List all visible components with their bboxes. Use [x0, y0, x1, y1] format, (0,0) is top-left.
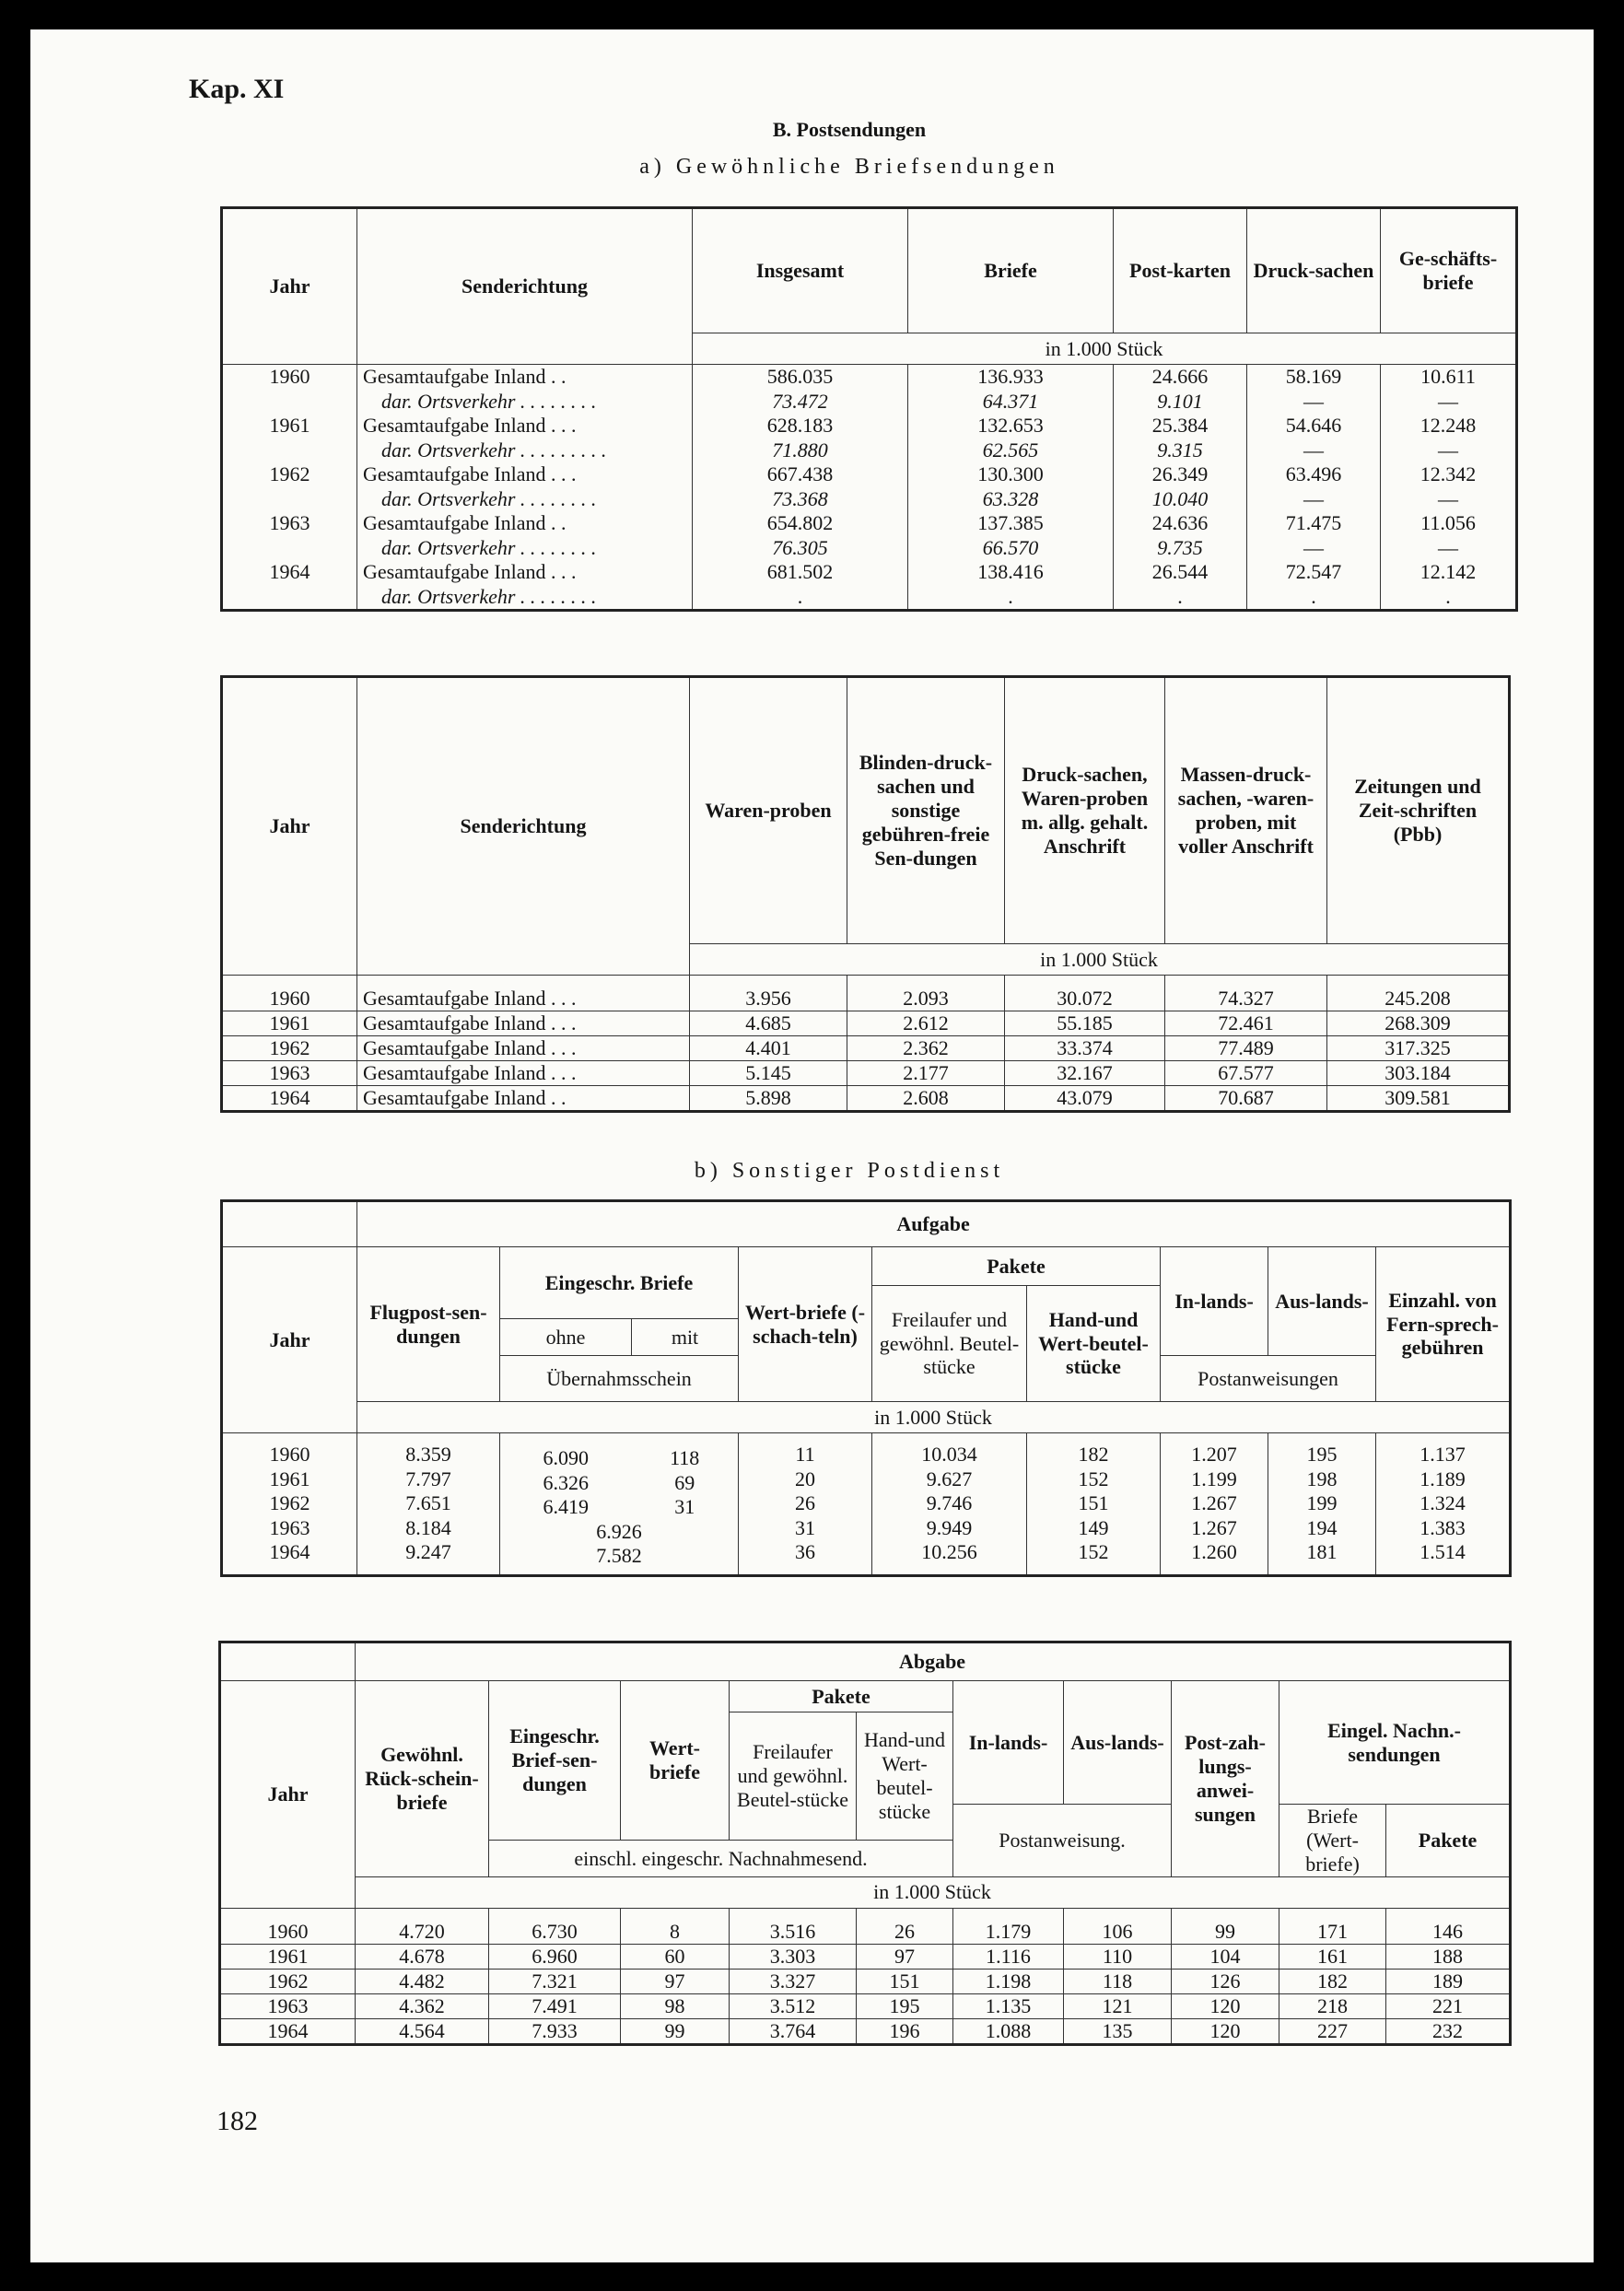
col-massendrucksachen: Massen-druck-sachen, -waren-proben, mit voller Anschrift [1165, 677, 1327, 944]
flugpost-values: 8.359 7.797 7.651 8.184 9.247 [357, 1433, 500, 1576]
years-column: 1960 1961 1962 1963 1964 [222, 365, 357, 611]
briefe-values: 136.933 64.371 132.653 62.565 130.300 63.328 137.385 66.570 138.416 . [908, 365, 1114, 611]
col-inlands: In-lands- [1161, 1247, 1268, 1356]
col-jahr: Jahr [222, 677, 357, 976]
page-number: 182 [216, 2106, 258, 2136]
col-jahr: Jahr [220, 1681, 356, 1909]
header-pakete: Pakete [730, 1681, 953, 1712]
auslands-values: 195 198 199 194 181 [1268, 1433, 1376, 1576]
section-title: B. Postsendungen [772, 118, 927, 141]
header-uebernahmsschein: Übernahmsschein [500, 1356, 739, 1402]
year: 1960 [220, 1908, 356, 1944]
col-wertbriefe: Wert-briefe (-schach-teln) [739, 1247, 872, 1402]
header-einschl: einschl. eingeschr. Nachnahmesend. [489, 1841, 953, 1876]
col-flugpost: Flugpost-sen-dungen [357, 1247, 500, 1402]
col-rueckscheinbriefe: Gewöhnl. Rück-schein-briefe [356, 1681, 489, 1877]
col-drucksachen-allg: Druck-sachen, Waren-proben m. allg. gehalt. Anschrift [1005, 677, 1165, 944]
col-geschaeftsbriefe: Ge-schäfts-briefe [1381, 208, 1517, 333]
header-aufgabe: Aufgabe [357, 1201, 1511, 1247]
col-auslands: Aus-lands- [1268, 1247, 1376, 1356]
subsection-a-title: a) Gewöhnliche Briefsendungen [639, 155, 1059, 179]
header-nachnahmesendungen: Eingel. Nachn.-sendungen [1279, 1681, 1511, 1805]
postkarten-values: 24.666 9.101 25.384 9.315 26.349 10.040 24.636 9.735 26.544 . [1114, 365, 1247, 611]
col-wertbriefe: Wert-briefe [621, 1681, 730, 1841]
col-freilaufer: Freilaufer und gewöhnl. Beutel-stücke [730, 1712, 857, 1841]
col-briefe: Briefe [908, 208, 1114, 333]
handwert-values: 182 152 151 149 152 [1027, 1433, 1161, 1576]
year: 1960 [222, 976, 357, 1011]
inlands-values: 1.207 1.199 1.267 1.267 1.260 [1161, 1433, 1268, 1576]
col-ohne: ohne [500, 1319, 632, 1356]
table-aufgabe [220, 1199, 1512, 1577]
header-pakete: Pakete [872, 1247, 1161, 1286]
col-inlands: In-lands- [953, 1681, 1064, 1805]
col-senderichtung: Senderichtung [357, 208, 693, 365]
col-briefe-wertbriefe: Briefe (Wert-briefe) [1279, 1805, 1386, 1877]
col-eingeschr-briefe: Eingeschr. Briefe [500, 1247, 739, 1319]
unit-label: in 1.000 Stück [357, 1402, 1511, 1433]
col-drucksachen: Druck-sachen [1247, 208, 1381, 333]
years-column: 1960 1961 1962 1963 1964 [222, 1433, 357, 1576]
col-freilaufer: Freilaufer und gewöhnl. Beutel-stücke [872, 1286, 1027, 1402]
col-mit: mit [632, 1319, 739, 1356]
drucksachen-values: 58.169 — 54.646 — 63.496 — 71.475 — 72.547 . [1247, 365, 1381, 611]
unit-label: in 1.000 Stück [690, 944, 1510, 976]
col-blindendrucksachen: Blinden-druck-sachen und sonstige gebühren-freie Sen-dungen [847, 677, 1005, 944]
senderichtung-column: Gesamtaufgabe Inland . . dar. Ortsverkehr . . . . . . . . Gesamtaufgabe Inland . . . dar. Ortsverkehr . . . . . . . . . Gesamtaufgabe Inland . . . dar. Ortsverkehr . . . . . . . . Gesamtaufgabe Inland . . dar. Ortsverkehr . . . . . . . . Gesamtaufgabe Inland . . . dar. Ortsverkehr . . . . . . . . [357, 365, 693, 611]
table-briefsendungen [220, 206, 1518, 612]
wertbriefe-values: 11 20 26 31 36 [739, 1433, 872, 1576]
eingeschr-values: 6.090 118 6.326 69 6.419 31 6.926 7.582 [500, 1433, 739, 1576]
unit-label: in 1.000 Stück [356, 1876, 1511, 1908]
col-handwert: Hand-und Wert-beutel-stücke [1027, 1286, 1161, 1402]
header-abgabe: Abgabe [356, 1642, 1511, 1681]
unit-label: in 1.000 Stück [693, 333, 1517, 365]
col-einzahl: Einzahl. von Fern-sprech-gebühren [1376, 1247, 1511, 1402]
col-jahr: Jahr [222, 1247, 357, 1433]
subsection-b-title: b) Sonstiger Postdienst [694, 1159, 1005, 1183]
col-insgesamt: Insgesamt [693, 208, 908, 333]
header-postanweisungen: Postanweisungen [1161, 1356, 1376, 1402]
col-handwert: Hand-und Wert-beutel-stücke [857, 1712, 953, 1841]
col-zeitungen: Zeitungen und Zeit-schriften (Pbb) [1327, 677, 1510, 944]
col-pakete-nachnahme: Pakete [1386, 1805, 1511, 1877]
col-senderichtung: Senderichtung [357, 677, 690, 976]
header-postanweisung: Postanweisung. [953, 1805, 1172, 1877]
col-auslands: Aus-lands- [1064, 1681, 1172, 1805]
table-abgabe: Abgabe Jahr Gewöhnl. Rück-schein-briefe Eingeschr. Brief-sen-dungen Wert-briefe Pakete In-lands- Aus-lands- Post-zah-lungs-anwei-sungen Eingel. Nachn.-sendungen Freilaufer und gewöhnl. Beutel-stücke Hand-und Wert-beutel-stücke Postanweisung. Briefe (Wert-briefe) Pakete einschl. eingeschr. Nachnahmesend. in 1.000 Stück 1960 4.720 6.730 8 3.516 26 1.179 106 99 171 146 1961 4.678 6.960 60 3.303 97 1.116 110 104 161 188 1962 4.482 7.321 97 3.327 151 1.198 118 126 182 189 1963 4.362 7.491 98 3.512 195 1.135 121 120 218 221 1964 4.564 7.933 99 3.764 196 1.088 135 120 227 232 [218, 1641, 1512, 2046]
col-postzahlungsanweisungen: Post-zah-lungs-anwei-sungen [1172, 1681, 1279, 1877]
table-sonstige-sendungen: Jahr Senderichtung Waren-proben Blinden-druck-sachen und sonstige gebühren-freie Sen-dungen Druck-sachen, Waren-proben m. allg. gehalt. Anschrift Massen-druck-sachen, -waren-proben, mit voller Anschrift Zeitungen und Zeit-schriften (Pbb) in 1.000 Stück 1960 Gesamtaufgabe Inland . . . 3.956 2.093 30.072 74.327 245.208 1961 Gesamtaufgabe Inland . . . 4.685 2.612 55.185 72.461 268.309 1962 Gesamtaufgabe Inland . . . 4.401 2.362 33.374 77.489 317.325 1963 Gesamtaufgabe Inland . . . 5.145 2.177 32.167 67.577 303.184 1964 Gesamtaufgabe Inland . . 5.898 2.608 43.079 70.687 309.581 [220, 675, 1511, 1113]
geschaeftsbriefe-values: 10.611 — 12.248 — 12.342 — 11.056 — 12.142 . [1381, 365, 1517, 611]
col-eingeschr-briefsendungen: Eingeschr. Brief-sen-dungen [489, 1681, 621, 1841]
col-jahr: Jahr [222, 208, 357, 365]
freilaufer-values: 10.034 9.627 9.746 9.949 10.256 [872, 1433, 1027, 1576]
einzahl-values: 1.137 1.189 1.324 1.383 1.514 [1376, 1433, 1511, 1576]
chapter-label: Kap. XI [189, 74, 285, 104]
col-postkarten: Post-karten [1114, 208, 1247, 333]
insgesamt-values: 586.035 73.472 628.183 71.880 667.438 73.368 654.802 76.305 681.502 . [693, 365, 908, 611]
col-warenproben: Waren-proben [690, 677, 847, 944]
